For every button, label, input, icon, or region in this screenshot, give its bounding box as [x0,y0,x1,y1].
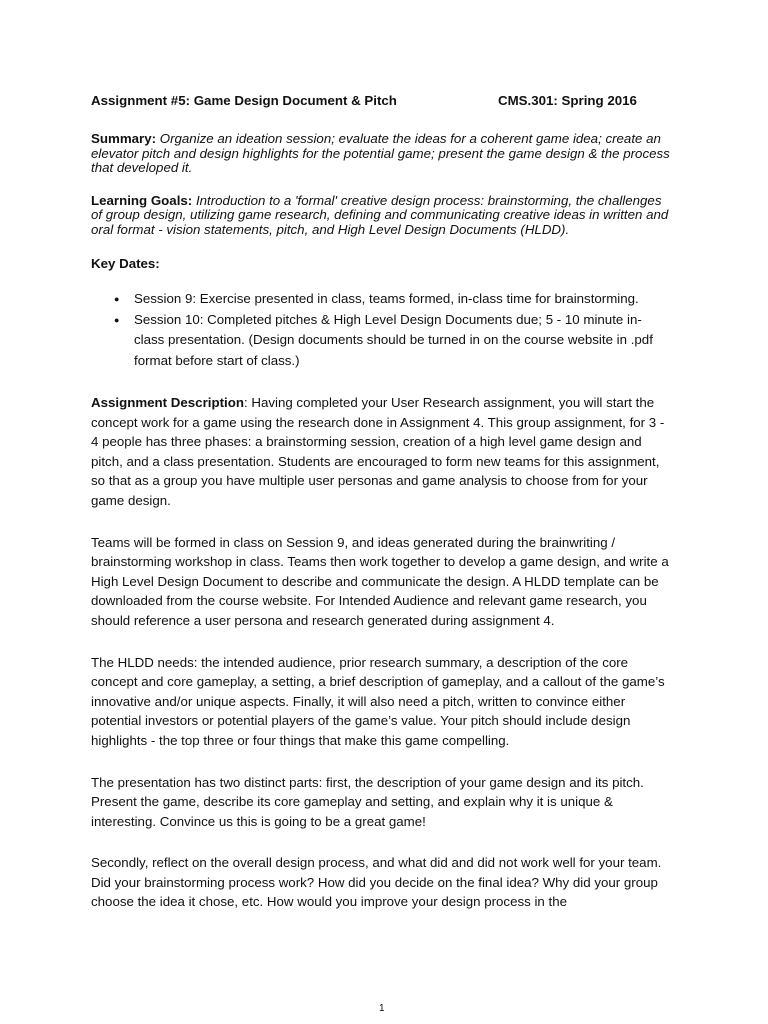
document-header [91,93,671,113]
key-date-item-session-10: ● Session 10: Completed pitches & High Level Design Documents due; 5 - 10 minute in-class presentation. (Design documents should be turned in on the course website in .pdf format before start of class.) [134,310,671,372]
paragraph-reflection: Secondly, reflect on the overall design process, and what did and did not work well for your team. Did your brainstorming process work? How did you decide on the final idea? Why did your group choose the idea it chose, etc. How would you improve your design process in the [91,855,662,910]
assignment-description [91,393,671,511]
key-date-item-session-9: ● Session 9: Exercise presented in class, teams formed, in-class time for brainstorming. [134,289,671,310]
document-body [91,93,671,912]
key-dates-list [91,289,671,371]
assignment-description-label: Assignment Description [91,395,244,410]
summary-section [91,132,671,176]
paragraph-hldd: The HLDD needs: the intended audience, prior research summary, a description of the core concept and core gameplay, a setting, a brief description of gameplay, and a callout of the game’s innovative and/or unique aspects. Finally, it will also need a pitch, written to convince either potential investors or potential players of the game’s value. Your pitch should include design highlights - the top three or four things that make this game compelling. [91,654,665,748]
key-dates-heading: Key Dates: [91,256,160,271]
learning-goals-section [91,194,671,238]
paragraph-teams: Teams will be formed in class on Session 9, and ideas generated during the brainwriting / brainstorming workshop in class. Teams then work together to develop a game design, and write a High Level Design Document to describe and communicate the design. A HLDD template can be downloaded from the course website. For Intended Audience and relevant game research, you should reference a user persona and research generated during assignment 4. [91,534,669,628]
assignment-title: Assignment #5: Game Design Document & Pitch [91,93,397,108]
summary-label: Summary: [91,131,157,146]
assignment-description-text: : Having completed your User Research assignment, you will start the concept work for a game using the research done in Assignment 4. This group assignment, for 3 - 4 people has three phases: a brainstorming session, creation of a high level game design and pitch, and a class presentation. Students are encouraged to form new teams for this assignment, so that as a group you have multiple user personas and game analysis to choose from for your game design. [91,395,665,508]
page-number: 1 [379,1003,385,1014]
learning-goals-text: Introduction to a 'formal' creative design process: brainstorming, the challenges of group design, utilizing game research, defining and communicating creative ideas in written and oral format - vision statements, pitch, and High Level Design Documents (HLDD). [91,192,669,237]
course-label: CMS.301: Spring 2016 [498,93,637,108]
paragraph-presentation: The presentation has two distinct parts: first, the description of your game design and its pitch. Present the game, describe its core gameplay and setting, and explain why it is unique & interesting. Convince us this is going to be a great game! [91,774,644,829]
learning-goals-label: Learning Goals: [91,192,193,208]
summary-text: Organize an ideation session; evaluate the ideas for a coherent game idea; create an elevator pitch and design highlights for the potential game; present the game design & the process that developed it. [91,131,670,175]
